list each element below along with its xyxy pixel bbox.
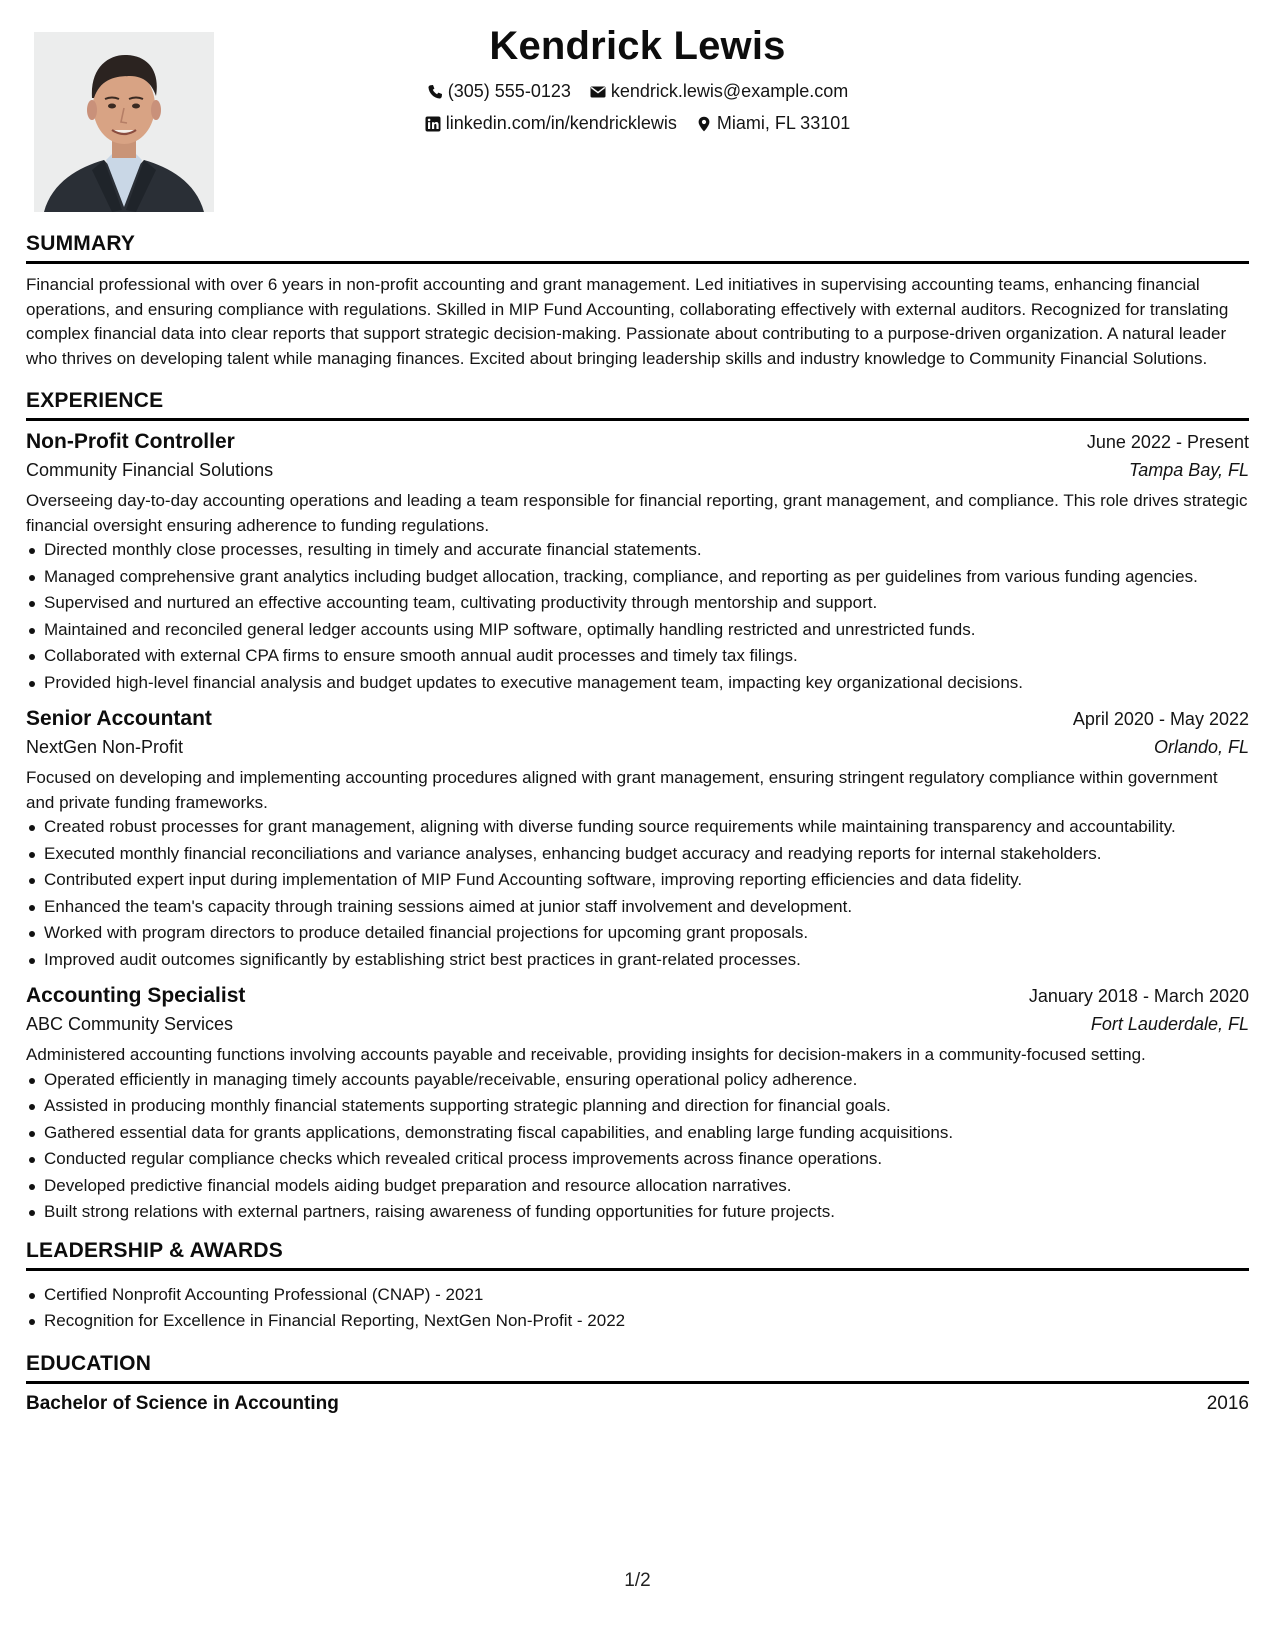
location-contact: [696, 113, 850, 134]
list-item: Certified Nonprofit Accounting Professional (CNAP) - 2021: [44, 1283, 1249, 1308]
map-pin-icon: [696, 116, 712, 132]
education-entry: [26, 1393, 1249, 1415]
degree-name: Bachelor of Science in Accounting: [26, 1392, 339, 1414]
job-entry: [26, 430, 1249, 695]
section-title-summary: SUMMARY: [26, 232, 1249, 264]
envelope-icon: [590, 84, 606, 100]
leadership-section: [26, 1239, 1249, 1334]
list-item: Built strong relations with external partners, raising awareness of funding opportunities for future projects.: [44, 1200, 1249, 1225]
list-item: Assisted in producing monthly financial statements supporting strategic planning and direction for financial goals.: [44, 1094, 1249, 1119]
list-item: Created robust processes for grant management, aligning with diverse funding source requirements while maintaining transparency and accountability.: [44, 815, 1249, 840]
company-name: Community Financial Solutions: [26, 460, 274, 480]
list-item: Directed monthly close processes, resulting in timely and accurate financial statements.: [44, 538, 1249, 563]
list-item: Gathered essential data for grants applications, demonstrating fiscal capabilities, and enabling large funding acquisitions.: [44, 1121, 1249, 1146]
job-header-row: [26, 984, 1249, 1008]
list-item: Collaborated with external CPA firms to ensure smooth annual audit processes and timely tax filings.: [44, 644, 1249, 669]
list-item: Conducted regular compliance checks which revealed critical process improvements across finance operations.: [44, 1147, 1249, 1172]
section-title-leadership: LEADERSHIP & AWARDS: [26, 1239, 1249, 1271]
company-name: ABC Community Services: [26, 1014, 234, 1034]
job-entry: [26, 984, 1249, 1225]
job-bullet-list: [26, 815, 1249, 972]
job-company-row: [26, 460, 1249, 481]
company-name: NextGen Non-Profit: [26, 737, 184, 757]
education-section: [26, 1352, 1249, 1415]
job-entry: [26, 707, 1249, 972]
candidate-name: Kendrick Lewis: [489, 24, 786, 68]
graduation-year: 2016: [1206, 1392, 1249, 1414]
job-location: Orlando, FL: [1153, 737, 1249, 757]
linkedin-icon: [425, 116, 441, 132]
email-contact[interactable]: [590, 81, 848, 102]
linkedin-contact[interactable]: [425, 113, 677, 134]
email-address: kendrick.lewis@example.com: [610, 81, 849, 101]
list-item: Improved audit outcomes significantly by establishing strict best practices in grant-related processes.: [44, 948, 1249, 973]
job-company-row: [26, 1014, 1249, 1035]
list-item: Executed monthly financial reconciliations and variance analyses, enhancing budget accuracy and readying reports for internal stakeholders.: [44, 842, 1249, 867]
list-item: Supervised and nurtured an effective accounting team, cultivating productivity through mentorship and support.: [44, 591, 1249, 616]
job-title: Senior Accountant: [26, 707, 212, 730]
job-location: Fort Lauderdale, FL: [1090, 1014, 1249, 1034]
phone-number: (305) 555-0123: [447, 81, 571, 101]
list-item: Operated efficiently in managing timely accounts payable/receivable, ensuring operational policy adherence.: [44, 1068, 1249, 1093]
job-description: Focused on developing and implementing accounting procedures aligned with grant management, ensuring stringent regulatory compliance within government and private funding frameworks.: [26, 768, 1218, 812]
job-location: Tampa Bay, FL: [1128, 460, 1249, 480]
experience-section: [26, 389, 1249, 1225]
list-item: Recognition for Excellence in Financial Reporting, NextGen Non-Profit - 2022: [44, 1309, 1249, 1334]
awards-list: [26, 1283, 1249, 1334]
section-title-education: EDUCATION: [26, 1352, 1249, 1384]
list-item: Maintained and reconciled general ledger accounts using MIP software, optimally handling restricted and unrestricted funds.: [44, 618, 1249, 643]
phone-contact[interactable]: [427, 81, 571, 102]
linkedin-url: linkedin.com/in/kendricklewis: [445, 113, 677, 133]
list-item: Managed comprehensive grant analytics including budget allocation, tracking, compliance, and reporting as per guidelines from various funding agencies.: [44, 565, 1249, 590]
section-title-experience: EXPERIENCE: [26, 389, 1249, 421]
job-title: Non-Profit Controller: [26, 430, 235, 453]
job-dates: January 2018 - March 2020: [1028, 986, 1249, 1006]
location-text: Miami, FL 33101: [716, 113, 851, 133]
summary-section: [26, 232, 1249, 371]
job-header-row: [26, 707, 1249, 731]
list-item: Contributed expert input during implementation of MIP Fund Accounting software, improving reporting efficiencies and data fidelity.: [44, 868, 1249, 893]
job-description: Administered accounting functions involving accounts payable and receivable, providing insights for decision-makers in a community-focused setting.: [26, 1045, 1146, 1064]
job-bullet-list: [26, 1068, 1249, 1225]
phone-icon: [427, 84, 443, 100]
summary-text: Financial professional with over 6 years in non-profit accounting and grant management. Led initiatives in supervising accounting teams, enhancing financial operations, and ensuring compliance with regulations. Skilled in MIP Fund Accounting, collaborating effectively with external auditors. Recognized for translating complex financial data into clear reports that support strategic decision-making. Passionate about contributing to a purpose-driven organization. A natural leader who thrives on developing talent while managing finances. Excited about bringing leadership skills and industry knowledge to Community Financial Solutions.: [26, 275, 1229, 368]
list-item: Provided high-level financial analysis and budget updates to executive management team, impacting key organizational decisions.: [44, 671, 1249, 696]
resume-header: [26, 0, 1249, 232]
job-title: Accounting Specialist: [26, 984, 246, 1007]
list-item: Worked with program directors to produce detailed financial projections for upcoming grant proposals.: [44, 921, 1249, 946]
job-description: Overseeing day-to-day accounting operations and leading a team responsible for financial reporting, grant management, and compliance. This role drives strategic financial oversight ensuring adherence to funding regulations.: [26, 491, 1248, 535]
page-number: 1/2: [624, 1570, 651, 1591]
resume-page: [26, 0, 1249, 1650]
contact-row-primary: [26, 81, 1249, 105]
job-dates: April 2020 - May 2022: [1072, 709, 1249, 729]
job-company-row: [26, 737, 1249, 758]
job-dates: June 2022 - Present: [1086, 432, 1249, 452]
list-item: Developed predictive financial models aiding budget preparation and resource allocation narratives.: [44, 1174, 1249, 1199]
list-item: Enhanced the team's capacity through training sessions aimed at junior staff involvement and development.: [44, 895, 1249, 920]
job-header-row: [26, 430, 1249, 454]
contact-row-secondary: [26, 113, 1249, 137]
job-bullet-list: [26, 538, 1249, 695]
